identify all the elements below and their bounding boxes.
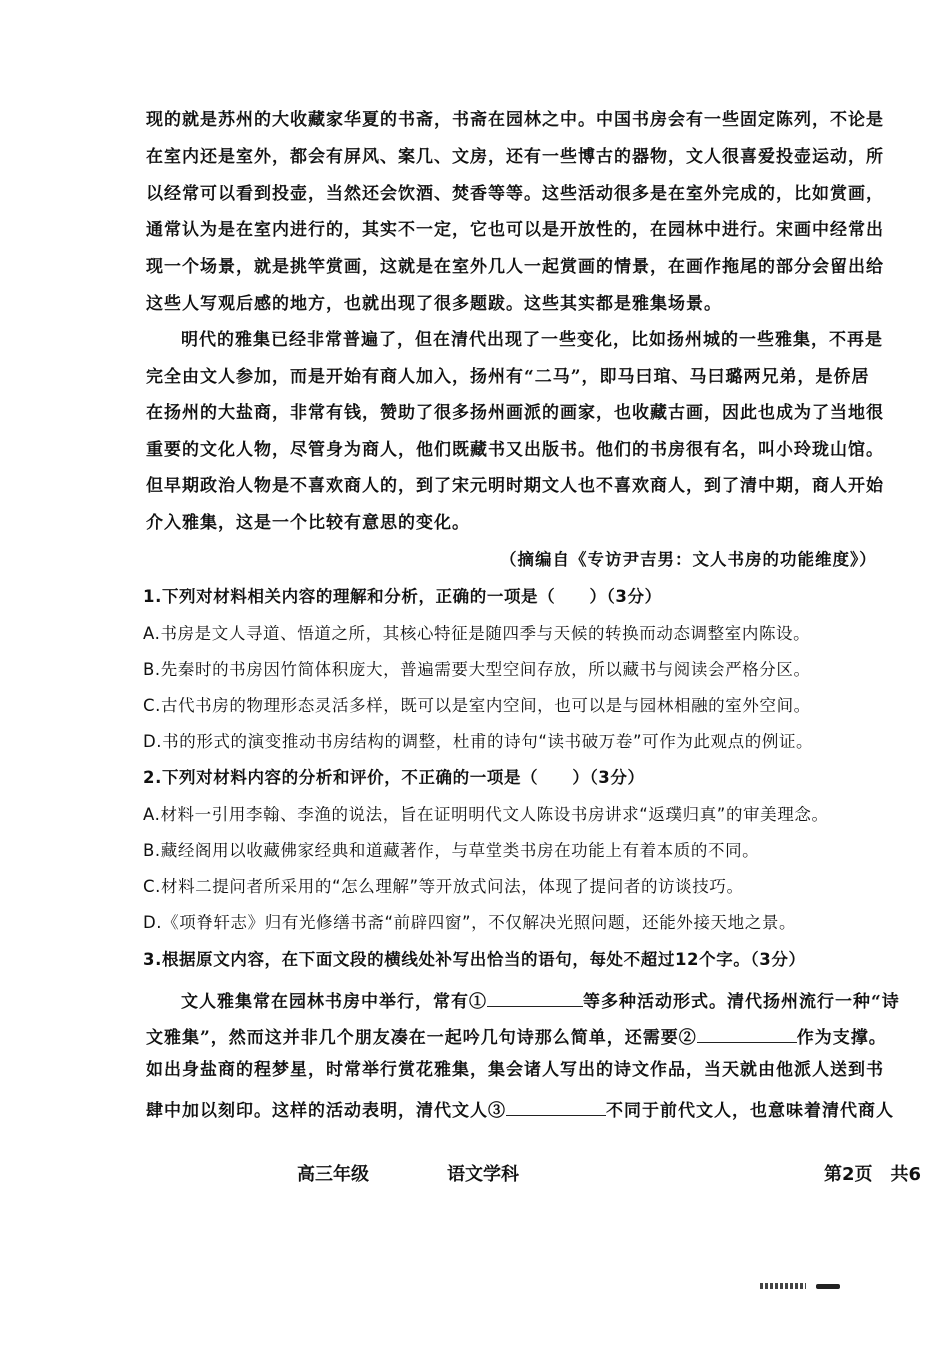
answer-blank-1[interactable]: [487, 989, 583, 1007]
fill-line-4-after: 不同于前代文人，也意味着清代商人: [606, 1101, 894, 1121]
question-2-option-a: A.材料一引用李翰、李渔的说法，旨在证明明代文人陈设书房讲求“返璞归真”的审美理念。: [143, 805, 829, 824]
scan-mark: [760, 1283, 806, 1289]
passage-line-12: 介入雅集，这是一个比较有意思的变化。: [146, 513, 470, 533]
fill-line-3: 如出身盐商的程梦星，时常举行赏花雅集，集会诸人写出的诗文作品，当天就由他派人送到书: [146, 1060, 884, 1080]
fill-line-4: [146, 1098, 894, 1120]
question-3-stem: 3.根据原文内容，在下面文段的横线处补写出恰当的语句，每处不超过12个字。（3分）: [143, 950, 806, 969]
fill-line-1: [181, 989, 900, 1011]
passage-line-10: 重要的文化人物，尽管身为商人，他们既藏书又出版书。他们的书房很有名，叫小玲珑山馆。: [146, 440, 884, 460]
answer-blank-2[interactable]: [697, 1025, 797, 1043]
question-1-option-a: A.书房是文人寻道、悟道之所，其核心特征是随四季与天候的转换而动态调整室内陈设。: [143, 624, 811, 643]
passage-line-8: 完全由文人参加，而是开始有商人加入，扬州有“二马”，即马曰琯、马曰璐两兄弟，是侨居: [146, 367, 870, 387]
fill-line-4-before: 肆中加以刻印。这样的活动表明，清代文人③: [146, 1101, 506, 1121]
passage-line-1: 现的就是苏州的大收藏家华夏的书斋，书斋在园林之中。中国书房会有一些固定陈列，不论是: [146, 110, 884, 130]
footer-grade: 高三年级: [297, 1164, 369, 1185]
passage-line-9: 在扬州的大盐商，非常有钱，赞助了很多扬州画派的画家，也收藏古画，因此也成为了当地很: [146, 403, 884, 423]
fill-line-2-after: 作为支撑。: [796, 1028, 887, 1048]
question-2-option-b: B.藏经阁用以收藏佛家经典和道藏著作，与草堂类书房在功能上有着本质的不同。: [143, 841, 760, 860]
answer-blank-3[interactable]: [506, 1098, 606, 1116]
question-1-option-c: C.古代书房的物理形态灵活多样，既可以是室内空间，也可以是与园林相融的室外空间。: [143, 696, 811, 715]
fill-line-1-after: 等多种活动形式。清代扬州流行一种“诗: [583, 992, 900, 1012]
passage-line-4: 通常认为是在室内进行的，其实不一定，它也可以是开放性的，在园林中进行。宋画中经常出: [146, 220, 884, 240]
fill-line-2-before: 文雅集”，然而这并非几个朋友凑在一起吟几句诗那么简单，还需要②: [146, 1028, 697, 1048]
question-1-option-b: B.先秦时的书房因竹简体积庞大，普遍需要大型空间存放，所以藏书与阅读会严格分区。: [143, 660, 811, 679]
passage-line-11: 但早期政治人物是不喜欢商人的，到了宋元明时期文人也不喜欢商人，到了清中期，商人开始: [146, 476, 884, 496]
question-2-option-c: C.材料二提问者所采用的“怎么理解”等开放式问法，体现了提问者的访谈技巧。: [143, 877, 744, 896]
source-citation: （摘编自《专访尹吉男：文人书房的功能维度》）: [500, 550, 877, 569]
scan-dash: [816, 1284, 840, 1289]
question-1-option-d: D.书的形式的演变推动书房结构的调整，杜甫的诗句“读书破万卷”可作为此观点的例证。: [143, 732, 814, 751]
question-2-stem: 2.下列对材料内容的分析和评价，不正确的一项是（ ）（3分）: [143, 768, 645, 787]
passage-line-5: 现一个场景，就是挑竿赏画，这就是在室外几人一起赏画的情景，在画作拖尾的部分会留出给: [146, 257, 884, 277]
passage-line-6: 这些人写观后感的地方，也就出现了很多题跋。这些其实都是雅集场景。: [146, 294, 722, 314]
question-2-option-d: D.《项脊轩志》归有光修缮书斋“前辟四窗”，不仅解决光照问题，还能外接天地之景。: [143, 913, 797, 932]
passage-line-2: 在室内还是室外，都会有屏风、案几、文房，还有一些博古的器物，文人很喜爱投壶运动，所: [146, 147, 884, 167]
fill-line-1-before: 文人雅集常在园林书房中举行，常有①: [181, 992, 487, 1012]
question-1-stem: 1.下列对材料相关内容的理解和分析，正确的一项是（ ）（3分）: [143, 587, 662, 606]
footer-page-number: 第2页 共6: [824, 1164, 922, 1185]
passage-line-7: 明代的雅集已经非常普遍了，但在清代出现了一些变化，比如扬州城的一些雅集，不再是: [181, 330, 883, 350]
footer-subject: 语文学科: [447, 1164, 519, 1185]
passage-line-3: 以经常可以看到投壶，当然还会饮酒、焚香等等。这些活动很多是在室外完成的，比如赏画，: [146, 184, 884, 204]
fill-line-2: [146, 1025, 887, 1047]
